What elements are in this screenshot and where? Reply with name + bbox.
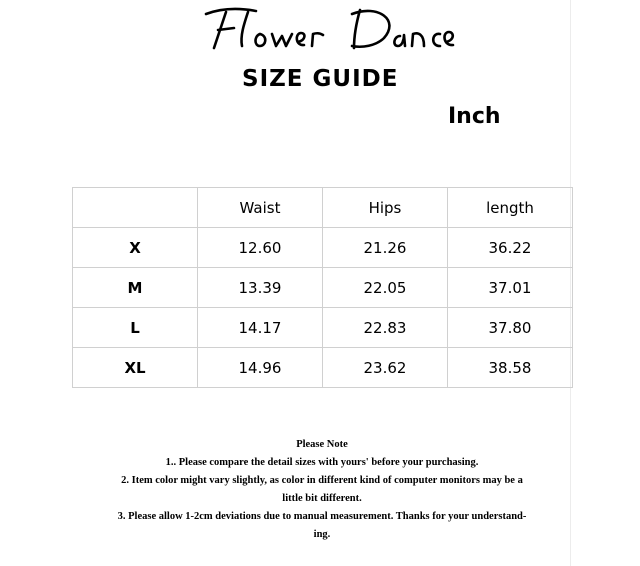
header-cell: length [448, 188, 573, 228]
hips-cell: 23.62 [323, 348, 448, 388]
hips-cell: 22.05 [323, 268, 448, 308]
note-line: little bit different. [282, 493, 362, 504]
header-cell: Hips [323, 188, 448, 228]
note-line: 3. Please allow 1-2cm deviations due to manual measurement. Thanks for your understand- [117, 511, 527, 522]
length-cell: 37.01 [448, 268, 573, 308]
table-row [73, 228, 573, 268]
size-label: XL [73, 348, 198, 388]
length-cell: 38.58 [448, 348, 573, 388]
table-row [73, 348, 573, 388]
table-header-row [73, 188, 573, 228]
note-section [72, 436, 572, 544]
table-row [73, 268, 573, 308]
length-cell: 36.22 [448, 228, 573, 268]
header-cell: Waist [198, 188, 323, 228]
note-line: ing. [313, 529, 331, 540]
size-label: X [73, 228, 198, 268]
hips-cell: 21.26 [323, 228, 448, 268]
waist-cell: 14.96 [198, 348, 323, 388]
waist-cell: 12.60 [198, 228, 323, 268]
waist-cell: 14.17 [198, 308, 323, 348]
page-title: SIZE GUIDE [242, 66, 399, 92]
note-heading: Please Note [296, 439, 348, 450]
size-label: L [73, 308, 198, 348]
note-line: 2. Item color might vary slightly, as color in different kind of computer monitors may be a [121, 475, 523, 486]
size-label: M [73, 268, 198, 308]
table-row [73, 308, 573, 348]
unit-label: Inch [448, 104, 501, 129]
waist-cell: 13.39 [198, 268, 323, 308]
header-cell [73, 188, 198, 228]
size-table [72, 187, 573, 388]
length-cell: 37.80 [448, 308, 573, 348]
note-line: 1.. Please compare the detail sizes with yours' before your purchasing. [165, 457, 479, 468]
brand-logo [200, 0, 462, 60]
hips-cell: 22.83 [323, 308, 448, 348]
